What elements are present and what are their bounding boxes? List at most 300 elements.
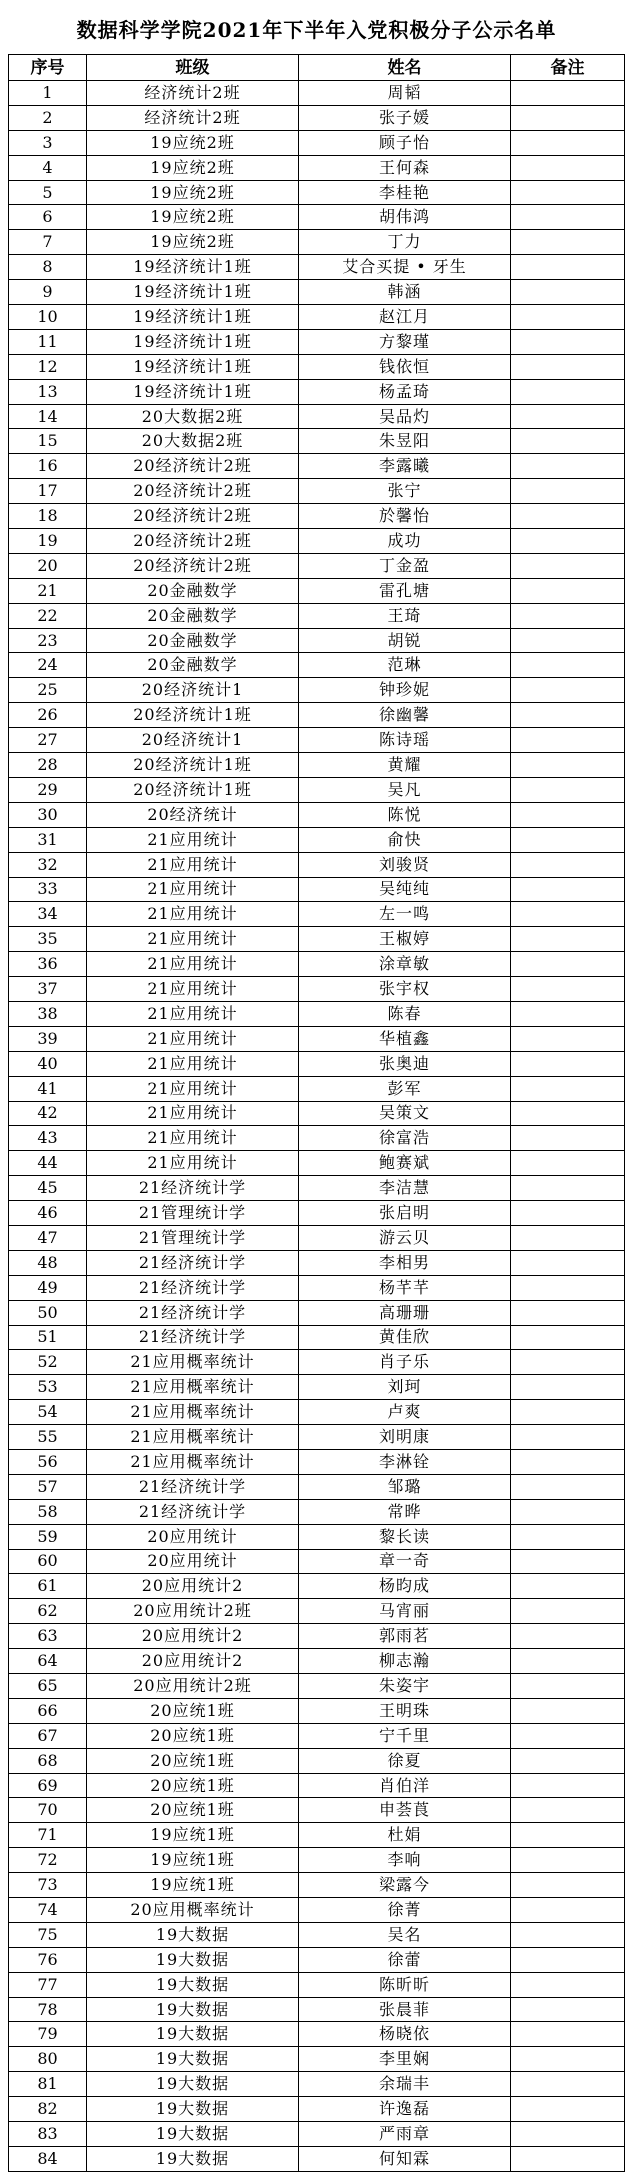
cell-no: 72: [9, 1848, 87, 1873]
table-header-row: [9, 55, 625, 81]
cell-class: 19大数据: [87, 2022, 299, 2047]
cell-name: 李淋铨: [299, 1449, 511, 1474]
table-row: [9, 1848, 625, 1873]
cell-name: 成功: [299, 529, 511, 554]
cell-name: 刘珂: [299, 1375, 511, 1400]
cell-name: 吴名: [299, 1922, 511, 1947]
cell-no: 47: [9, 1225, 87, 1250]
cell-note: [511, 1624, 625, 1649]
cell-name: 陈悦: [299, 802, 511, 827]
cell-class: 20应用统计2: [87, 1624, 299, 1649]
cell-note: [511, 429, 625, 454]
cell-no: 38: [9, 1001, 87, 1026]
cell-class: 20经济统计2班: [87, 454, 299, 479]
cell-note: [511, 1176, 625, 1201]
cell-class: 20经济统计1: [87, 728, 299, 753]
cell-name: 钱依恒: [299, 354, 511, 379]
cell-name: 李相男: [299, 1250, 511, 1275]
cell-class: 21管理统计学: [87, 1201, 299, 1226]
table-row: [9, 1798, 625, 1823]
cell-name: 张宁: [299, 479, 511, 504]
table-row: [9, 1997, 625, 2022]
cell-no: 68: [9, 1748, 87, 1773]
table-row: [9, 1823, 625, 1848]
cell-name: 陈诗瑶: [299, 728, 511, 753]
cell-no: 71: [9, 1823, 87, 1848]
cell-no: 50: [9, 1300, 87, 1325]
table-row: [9, 1574, 625, 1599]
cell-note: [511, 1250, 625, 1275]
cell-no: 76: [9, 1947, 87, 1972]
cell-class: 20应用概率统计: [87, 1898, 299, 1923]
cell-note: [511, 155, 625, 180]
cell-name: 肖子乐: [299, 1350, 511, 1375]
table-row: [9, 553, 625, 578]
cell-no: 59: [9, 1524, 87, 1549]
cell-note: [511, 1823, 625, 1848]
cell-note: [511, 1051, 625, 1076]
cell-no: 44: [9, 1151, 87, 1176]
cell-class: 20经济统计1班: [87, 703, 299, 728]
table-row: [9, 777, 625, 802]
cell-no: 49: [9, 1275, 87, 1300]
cell-no: 41: [9, 1076, 87, 1101]
cell-name: 黄耀: [299, 753, 511, 778]
table-row: [9, 1051, 625, 1076]
cell-no: 66: [9, 1698, 87, 1723]
cell-note: [511, 1748, 625, 1773]
cell-name: 徐富浩: [299, 1126, 511, 1151]
cell-note: [511, 1773, 625, 1798]
cell-no: 67: [9, 1723, 87, 1748]
cell-name: 於馨怡: [299, 504, 511, 529]
cell-no: 58: [9, 1499, 87, 1524]
cell-no: 80: [9, 2047, 87, 2072]
cell-class: 21应用统计: [87, 877, 299, 902]
cell-name: 王何森: [299, 155, 511, 180]
cell-class: 20经济统计2班: [87, 479, 299, 504]
table-row: [9, 902, 625, 927]
cell-name: 朱昱阳: [299, 429, 511, 454]
table-row: [9, 1375, 625, 1400]
cell-note: [511, 952, 625, 977]
cell-name: 赵江月: [299, 305, 511, 330]
table-row: [9, 2122, 625, 2147]
table-row: [9, 1624, 625, 1649]
cell-name: 王椒婷: [299, 927, 511, 952]
cell-no: 48: [9, 1250, 87, 1275]
table-row: [9, 205, 625, 230]
cell-class: 20大数据2班: [87, 429, 299, 454]
table-row: [9, 1723, 625, 1748]
table-row: [9, 1400, 625, 1425]
table-row: [9, 479, 625, 504]
cell-no: 11: [9, 329, 87, 354]
cell-name: 严雨章: [299, 2122, 511, 2147]
table-row: [9, 1126, 625, 1151]
table-row: [9, 1350, 625, 1375]
cell-no: 82: [9, 2097, 87, 2122]
cell-class: 20经济统计1班: [87, 753, 299, 778]
cell-note: [511, 2022, 625, 2047]
header-note: 备注: [511, 55, 625, 81]
cell-class: 20金融数学: [87, 603, 299, 628]
cell-note: [511, 977, 625, 1002]
cell-class: 21经济统计学: [87, 1499, 299, 1524]
cell-note: [511, 504, 625, 529]
cell-note: [511, 1300, 625, 1325]
cell-no: 9: [9, 280, 87, 305]
cell-note: [511, 1325, 625, 1350]
cell-note: [511, 1898, 625, 1923]
cell-name: 游云贝: [299, 1225, 511, 1250]
cell-name: 陈春: [299, 1001, 511, 1026]
cell-note: [511, 777, 625, 802]
cell-name: 张晨菲: [299, 1997, 511, 2022]
cell-class: 20应用统计: [87, 1549, 299, 1574]
cell-name: 常晔: [299, 1499, 511, 1524]
cell-class: 21应用统计: [87, 1051, 299, 1076]
table-row: [9, 354, 625, 379]
cell-no: 2: [9, 105, 87, 130]
table-row: [9, 305, 625, 330]
cell-class: 19经济统计1班: [87, 305, 299, 330]
cell-no: 65: [9, 1674, 87, 1699]
cell-class: 20经济统计2班: [87, 553, 299, 578]
cell-no: 81: [9, 2072, 87, 2097]
cell-note: [511, 1723, 625, 1748]
cell-class: 19经济统计1班: [87, 379, 299, 404]
cell-class: 21应用概率统计: [87, 1350, 299, 1375]
table-row: [9, 255, 625, 280]
table-row: [9, 1474, 625, 1499]
table-row: [9, 105, 625, 130]
cell-no: 3: [9, 130, 87, 155]
cell-class: 19经济统计1班: [87, 255, 299, 280]
cell-class: 20应用统计2: [87, 1649, 299, 1674]
cell-name: 钟珍妮: [299, 678, 511, 703]
cell-name: 杨昀成: [299, 1574, 511, 1599]
cell-no: 37: [9, 977, 87, 1002]
cell-name: 申荟莨: [299, 1798, 511, 1823]
roster-table: [8, 54, 625, 2172]
table-row: [9, 1898, 625, 1923]
cell-no: 16: [9, 454, 87, 479]
table-row: [9, 155, 625, 180]
cell-name: 华植鑫: [299, 1026, 511, 1051]
cell-class: 21应用统计: [87, 852, 299, 877]
table-row: [9, 952, 625, 977]
cell-class: 19应统2班: [87, 205, 299, 230]
table-row: [9, 1873, 625, 1898]
cell-class: 21应用统计: [87, 1101, 299, 1126]
cell-no: 39: [9, 1026, 87, 1051]
cell-class: 20应用统计2班: [87, 1674, 299, 1699]
cell-note: [511, 1947, 625, 1972]
cell-no: 46: [9, 1201, 87, 1226]
cell-note: [511, 1425, 625, 1450]
cell-name: 李桂艳: [299, 180, 511, 205]
cell-no: 26: [9, 703, 87, 728]
cell-name: 何知霖: [299, 2146, 511, 2171]
cell-class: 19大数据: [87, 1922, 299, 1947]
cell-class: 19大数据: [87, 1997, 299, 2022]
cell-note: [511, 1649, 625, 1674]
cell-name: 李里娴: [299, 2047, 511, 2072]
cell-no: 27: [9, 728, 87, 753]
cell-note: [511, 2146, 625, 2171]
cell-note: [511, 902, 625, 927]
cell-no: 57: [9, 1474, 87, 1499]
cell-class: 21应用统计: [87, 1001, 299, 1026]
cell-note: [511, 1076, 625, 1101]
cell-no: 30: [9, 802, 87, 827]
cell-no: 1: [9, 81, 87, 106]
cell-class: 21应用概率统计: [87, 1449, 299, 1474]
cell-class: 19经济统计1班: [87, 354, 299, 379]
cell-note: [511, 1275, 625, 1300]
cell-class: 21应用统计: [87, 902, 299, 927]
cell-note: [511, 1599, 625, 1624]
cell-name: 张启明: [299, 1201, 511, 1226]
cell-note: [511, 1225, 625, 1250]
cell-note: [511, 2047, 625, 2072]
table-row: [9, 1947, 625, 1972]
cell-no: 33: [9, 877, 87, 902]
cell-class: 20应统1班: [87, 1773, 299, 1798]
cell-note: [511, 255, 625, 280]
cell-note: [511, 553, 625, 578]
cell-class: 21应用概率统计: [87, 1375, 299, 1400]
table-row: [9, 603, 625, 628]
cell-class: 21应用统计: [87, 827, 299, 852]
table-row: [9, 628, 625, 653]
cell-note: [511, 2097, 625, 2122]
cell-no: 7: [9, 230, 87, 255]
cell-note: [511, 753, 625, 778]
cell-note: [511, 1997, 625, 2022]
cell-no: 55: [9, 1425, 87, 1450]
cell-class: 20应统1班: [87, 1698, 299, 1723]
cell-name: 涂章敏: [299, 952, 511, 977]
cell-no: 54: [9, 1400, 87, 1425]
cell-name: 李响: [299, 1848, 511, 1873]
table-row: [9, 1001, 625, 1026]
cell-class: 20应用统计2班: [87, 1599, 299, 1624]
cell-no: 42: [9, 1101, 87, 1126]
cell-class: 21经济统计学: [87, 1275, 299, 1300]
cell-class: 19经济统计1班: [87, 280, 299, 305]
table-row: [9, 1698, 625, 1723]
cell-note: [511, 1549, 625, 1574]
cell-note: [511, 479, 625, 504]
cell-class: 21应用统计: [87, 1151, 299, 1176]
cell-no: 4: [9, 155, 87, 180]
cell-note: [511, 1524, 625, 1549]
cell-note: [511, 1798, 625, 1823]
table-row: [9, 578, 625, 603]
cell-class: 21应用统计: [87, 952, 299, 977]
cell-name: 徐蕾: [299, 1947, 511, 1972]
cell-class: 20金融数学: [87, 628, 299, 653]
cell-name: 黎长读: [299, 1524, 511, 1549]
table-row: [9, 728, 625, 753]
table-row: [9, 1300, 625, 1325]
cell-name: 宁千里: [299, 1723, 511, 1748]
table-row: [9, 2072, 625, 2097]
table-row: [9, 2097, 625, 2122]
cell-note: [511, 1126, 625, 1151]
cell-name: 李露曦: [299, 454, 511, 479]
cell-name: 胡伟鸿: [299, 205, 511, 230]
cell-note: [511, 1972, 625, 1997]
cell-note: [511, 1201, 625, 1226]
cell-class: 19大数据: [87, 1972, 299, 1997]
cell-class: 21应用统计: [87, 927, 299, 952]
table-row: [9, 1176, 625, 1201]
cell-name: 邹璐: [299, 1474, 511, 1499]
cell-note: [511, 529, 625, 554]
cell-name: 余瑞丰: [299, 2072, 511, 2097]
cell-no: 56: [9, 1449, 87, 1474]
cell-note: [511, 877, 625, 902]
table-row: [9, 1599, 625, 1624]
cell-class: 20经济统计: [87, 802, 299, 827]
cell-name: 张奥迪: [299, 1051, 511, 1076]
cell-name: 吴品灼: [299, 404, 511, 429]
table-row: [9, 927, 625, 952]
cell-no: 21: [9, 578, 87, 603]
table-row: [9, 1151, 625, 1176]
cell-name: 刘明康: [299, 1425, 511, 1450]
cell-note: [511, 2072, 625, 2097]
cell-name: 左一鸣: [299, 902, 511, 927]
cell-note: [511, 1001, 625, 1026]
cell-no: 52: [9, 1350, 87, 1375]
cell-name: 高珊珊: [299, 1300, 511, 1325]
cell-class: 19大数据: [87, 1947, 299, 1972]
cell-no: 70: [9, 1798, 87, 1823]
table-row: [9, 130, 625, 155]
cell-no: 28: [9, 753, 87, 778]
cell-note: [511, 1674, 625, 1699]
cell-note: [511, 1400, 625, 1425]
cell-no: 79: [9, 2022, 87, 2047]
cell-note: [511, 105, 625, 130]
cell-no: 43: [9, 1126, 87, 1151]
cell-no: 63: [9, 1624, 87, 1649]
cell-class: 20金融数学: [87, 653, 299, 678]
cell-note: [511, 1101, 625, 1126]
cell-class: 19大数据: [87, 2146, 299, 2171]
cell-no: 20: [9, 553, 87, 578]
cell-class: 19应统1班: [87, 1873, 299, 1898]
cell-note: [511, 578, 625, 603]
cell-no: 74: [9, 1898, 87, 1923]
table-row: [9, 280, 625, 305]
cell-name: 徐菁: [299, 1898, 511, 1923]
cell-class: 21应用统计: [87, 1076, 299, 1101]
cell-no: 53: [9, 1375, 87, 1400]
cell-class: 经济统计2班: [87, 105, 299, 130]
cell-note: [511, 454, 625, 479]
cell-note: [511, 404, 625, 429]
cell-note: [511, 1873, 625, 1898]
table-row: [9, 1076, 625, 1101]
cell-no: 69: [9, 1773, 87, 1798]
cell-no: 22: [9, 603, 87, 628]
cell-class: 20应统1班: [87, 1798, 299, 1823]
cell-name: 马宵丽: [299, 1599, 511, 1624]
cell-no: 83: [9, 2122, 87, 2147]
table-row: [9, 802, 625, 827]
cell-no: 61: [9, 1574, 87, 1599]
cell-name: 范琳: [299, 653, 511, 678]
table-row: [9, 454, 625, 479]
cell-no: 8: [9, 255, 87, 280]
cell-class: 21经济统计学: [87, 1176, 299, 1201]
cell-no: 23: [9, 628, 87, 653]
cell-class: 20经济统计1: [87, 678, 299, 703]
cell-name: 许逸磊: [299, 2097, 511, 2122]
page-title: 数据科学学院2021年下半年入党积极分子公示名单: [76, 18, 557, 42]
cell-no: 14: [9, 404, 87, 429]
table-row: [9, 1649, 625, 1674]
cell-class: 21经济统计学: [87, 1325, 299, 1350]
cell-no: 77: [9, 1972, 87, 1997]
cell-name: 雷孔塘: [299, 578, 511, 603]
cell-note: [511, 180, 625, 205]
cell-class: 21经济统计学: [87, 1250, 299, 1275]
cell-class: 20经济统计1班: [87, 777, 299, 802]
cell-note: [511, 1922, 625, 1947]
cell-note: [511, 130, 625, 155]
cell-name: 柳志瀚: [299, 1649, 511, 1674]
cell-note: [511, 1449, 625, 1474]
cell-note: [511, 1698, 625, 1723]
cell-name: 陈昕昕: [299, 1972, 511, 1997]
table-row: [9, 1773, 625, 1798]
cell-note: [511, 1026, 625, 1051]
cell-note: [511, 827, 625, 852]
table-row: [9, 1524, 625, 1549]
cell-note: [511, 1375, 625, 1400]
cell-name: 丁力: [299, 230, 511, 255]
cell-name: 方黎瑾: [299, 329, 511, 354]
cell-note: [511, 653, 625, 678]
cell-class: 19应统2班: [87, 180, 299, 205]
cell-class: 21应用统计: [87, 1126, 299, 1151]
cell-no: 29: [9, 777, 87, 802]
cell-class: 20应用统计: [87, 1524, 299, 1549]
cell-name: 俞快: [299, 827, 511, 852]
cell-name: 李洁慧: [299, 1176, 511, 1201]
cell-no: 45: [9, 1176, 87, 1201]
cell-no: 12: [9, 354, 87, 379]
cell-class: 21经济统计学: [87, 1474, 299, 1499]
table-row: [9, 504, 625, 529]
cell-no: 5: [9, 180, 87, 205]
cell-note: [511, 852, 625, 877]
cell-class: 21经济统计学: [87, 1300, 299, 1325]
cell-name: 韩涵: [299, 280, 511, 305]
cell-no: 51: [9, 1325, 87, 1350]
cell-no: 17: [9, 479, 87, 504]
cell-name: 张子媛: [299, 105, 511, 130]
cell-note: [511, 1151, 625, 1176]
cell-name: 杨孟琦: [299, 379, 511, 404]
cell-name: 章一奇: [299, 1549, 511, 1574]
